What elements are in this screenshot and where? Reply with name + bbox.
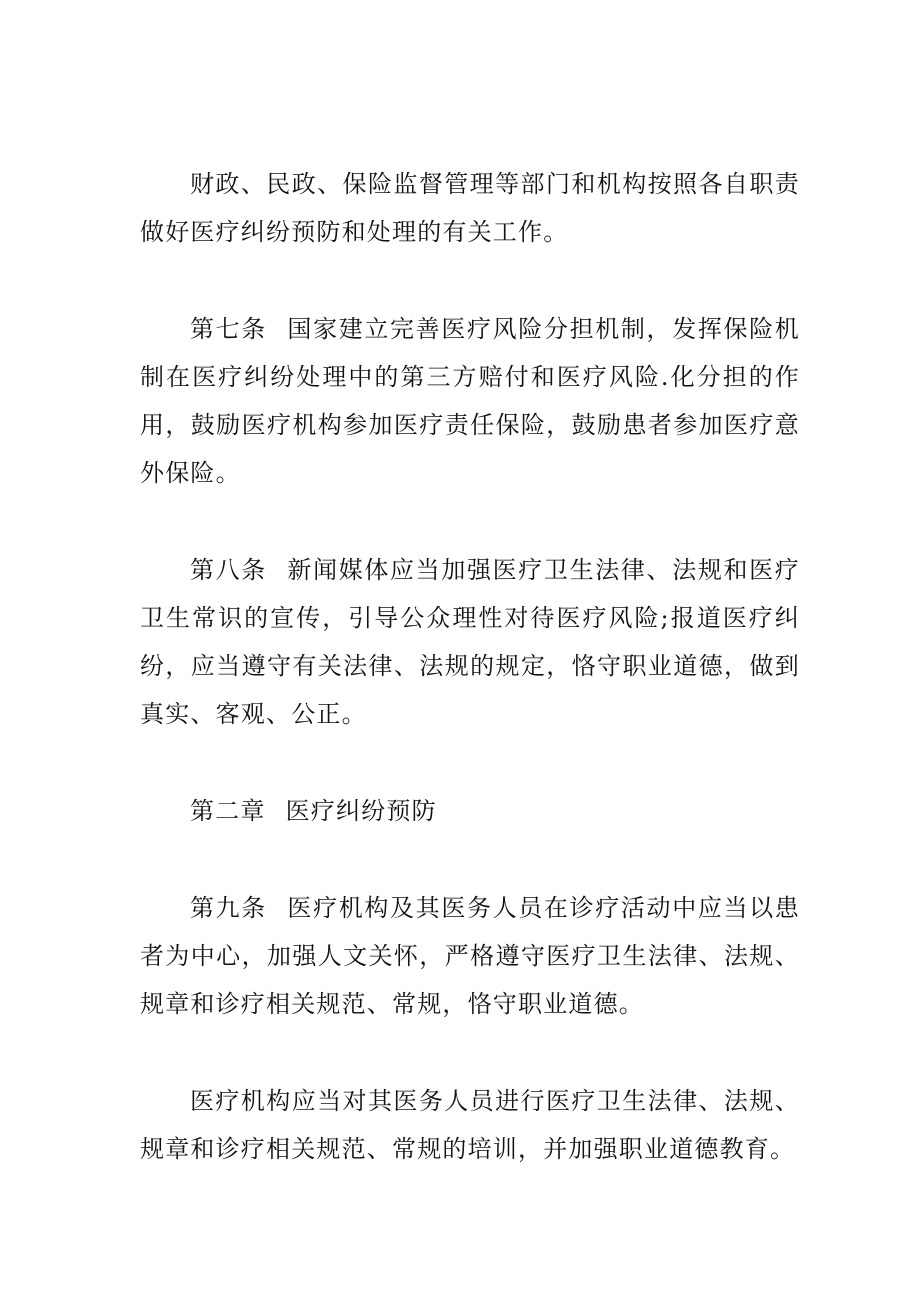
chapter-label: 第二章 bbox=[190, 797, 266, 825]
chapter-title: 医疗纠纷预防 bbox=[285, 797, 437, 825]
paragraph-text: 医疗机构应当对其医务人员进行医疗卫生法律、法规、规章和诊疗相关规范、常规的培训，并加强职业道德教育。 bbox=[140, 1087, 800, 1163]
article-text: 国家建立完善医疗风险分担机制，发挥保险机制在医疗纠纷处理中的第三方赔付和医疗风险.化分担的作用，鼓励医疗机构参加医疗责任保险，鼓励患者参加医疗意外保险。 bbox=[140, 315, 801, 487]
article-label: 第八条 bbox=[190, 556, 267, 584]
article-label: 第七条 bbox=[190, 315, 267, 343]
article-text: 医疗机构及其医务人员在诊疗活动中应当以患者为中心，加强人文关怀，严格遵守医疗卫生法律、法规、规章和诊疗相关规范、常规，恪守职业道德。 bbox=[140, 894, 801, 1018]
article-7 bbox=[140, 305, 800, 497]
paragraph-training bbox=[140, 1077, 800, 1173]
paragraph-text: 财政、民政、保险监督管理等部门和机构按照各自职责做好医疗纠纷预防和处理的有关工作。 bbox=[140, 170, 800, 246]
article-8 bbox=[140, 546, 800, 738]
chapter-2-heading bbox=[140, 787, 800, 835]
paragraph-responsibilities bbox=[140, 160, 800, 256]
article-text: 新闻媒体应当加强医疗卫生法律、法规和医疗卫生常识的宣传，引导公众理性对待医疗风险;报道医疗纠纷，应当遵守有关法律、法规的规定，恪守职业道德，做到真实、客观、公正。 bbox=[140, 556, 801, 728]
article-label: 第九条 bbox=[190, 894, 267, 922]
article-9 bbox=[140, 884, 800, 1028]
